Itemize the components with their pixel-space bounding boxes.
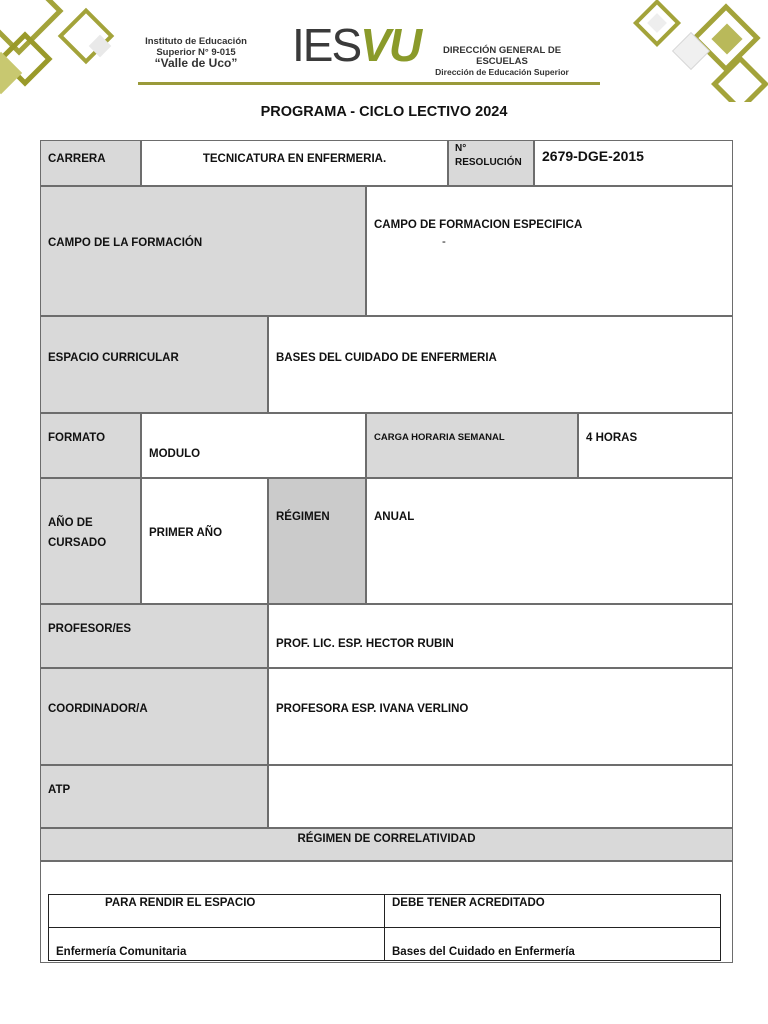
institute-line1: Instituto de Educación: [145, 36, 247, 47]
regimen-label: RÉGIMEN: [268, 478, 366, 604]
profesor-label: PROFESOR/ES: [40, 604, 268, 668]
carrera-value: TECNICATURA EN ENFERMERIA.: [141, 140, 448, 186]
regimen-value: ANUAL: [366, 478, 733, 604]
anio-label: [40, 478, 141, 604]
carga-label: CARGA HORARIA SEMANAL: [366, 413, 578, 478]
anio-value: PRIMER AÑO: [141, 478, 268, 604]
col-header-rendir: PARA RENDIR EL ESPACIO: [48, 894, 385, 928]
header-divider: [138, 82, 600, 85]
campo-value: CAMPO DE FORMACION ESPECIFICA: [374, 219, 583, 231]
resolucion-label-line2: RESOLUCIÓN: [455, 157, 522, 168]
formato-value: MODULO: [141, 413, 366, 478]
institute-line2: Superior N° 9-015: [156, 47, 236, 58]
logo-vu: VU: [360, 19, 421, 71]
coordinador-label: COORDINADOR/A: [40, 668, 268, 765]
carga-value: 4 HORAS: [578, 413, 733, 478]
campo-extra: -: [442, 236, 446, 248]
anio-label-line2: CURSADO: [48, 537, 107, 549]
resolucion-label: [448, 140, 534, 186]
institute-name: [136, 36, 256, 69]
dge-name: [416, 45, 588, 78]
table-row-rendir: Enfermería Comunitaria: [48, 927, 385, 961]
col-header-acreditado: DEBE TENER ACREDITADO: [384, 894, 721, 928]
campo-label: CAMPO DE LA FORMACIÓN: [40, 186, 366, 316]
formato-label: FORMATO: [40, 413, 141, 478]
document-header: [0, 0, 768, 102]
decorative-diamonds-right: [624, 0, 768, 102]
carrera-label: CARRERA: [40, 140, 141, 186]
profesor-value: PROF. LIC. ESP. HECTOR RUBIN: [268, 604, 733, 668]
coordinador-value: PROFESORA ESP. IVANA VERLINO: [268, 668, 733, 765]
anio-label-line1: AÑO DE: [48, 517, 93, 529]
institute-line3: “Valle de Uco”: [154, 56, 238, 70]
campo-value-cell: [366, 186, 733, 316]
table-row-acreditado: Bases del Cuidado en Enfermería: [384, 927, 721, 961]
atp-label: ATP: [40, 765, 268, 828]
resolucion-value: 2679-DGE-2015: [534, 140, 733, 186]
iesvu-logo: [292, 19, 421, 71]
espacio-label: ESPACIO CURRICULAR: [40, 316, 268, 413]
dge-line1: DIRECCIÓN GENERAL DE ESCUELAS: [442, 45, 562, 67]
document-title: PROGRAMA - CICLO LECTIVO 2024: [260, 104, 508, 120]
logo-ies: IES: [292, 19, 361, 71]
dge-line2: Dirección de Educación Superior: [435, 67, 569, 77]
espacio-value: BASES DEL CUIDADO DE ENFERMERIA: [268, 316, 733, 413]
atp-value: [268, 765, 733, 828]
resolucion-label-line1: N°: [455, 143, 467, 154]
correlatividad-heading: RÉGIMEN DE CORRELATIVIDAD: [40, 828, 733, 861]
decorative-diamonds-left: [0, 0, 130, 102]
